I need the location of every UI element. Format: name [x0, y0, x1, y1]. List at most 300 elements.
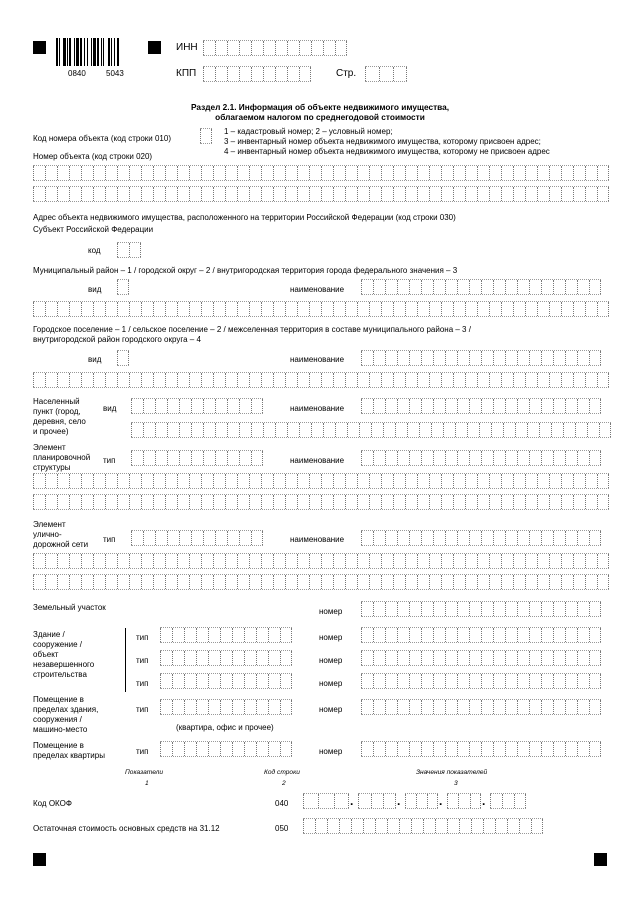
input-cell[interactable]	[261, 373, 273, 387]
input-cell[interactable]	[81, 495, 93, 509]
input-cell[interactable]	[529, 451, 541, 465]
input-cell[interactable]	[215, 67, 227, 81]
input-cell[interactable]	[172, 674, 184, 688]
input-cell[interactable]	[445, 700, 457, 714]
input-cell[interactable]	[549, 575, 561, 589]
input-cell[interactable]	[179, 399, 191, 413]
input-cell[interactable]	[361, 651, 373, 665]
input-cell[interactable]	[429, 302, 441, 316]
input-cell[interactable]	[381, 187, 393, 201]
input-cell[interactable]	[551, 423, 563, 437]
input-cell[interactable]	[81, 187, 93, 201]
input-cell[interactable]	[333, 554, 345, 568]
input-cell[interactable]	[196, 700, 208, 714]
input-cell[interactable]	[493, 280, 505, 294]
input-cell[interactable]	[263, 67, 275, 81]
input-cell[interactable]	[589, 602, 601, 616]
input-cell[interactable]	[237, 302, 249, 316]
input-cell[interactable]	[553, 399, 565, 413]
input-cell[interactable]	[405, 187, 417, 201]
input-cell[interactable]	[393, 495, 405, 509]
input-cell[interactable]	[261, 302, 273, 316]
input-cell[interactable]	[527, 423, 539, 437]
input-cell[interactable]	[239, 67, 251, 81]
input-cell[interactable]	[321, 474, 333, 488]
input-cell[interactable]	[517, 351, 529, 365]
input-cell[interactable]	[477, 474, 489, 488]
input-cell[interactable]	[141, 166, 153, 180]
input-cell[interactable]	[225, 302, 237, 316]
input-cell[interactable]	[493, 399, 505, 413]
input-cell[interactable]	[397, 280, 409, 294]
input-cell[interactable]	[589, 674, 601, 688]
input-cell[interactable]	[553, 351, 565, 365]
input-cell[interactable]	[385, 451, 397, 465]
input-cell[interactable]	[153, 474, 165, 488]
input-cell[interactable]	[445, 628, 457, 642]
input-cell[interactable]	[505, 602, 517, 616]
settlement-name-row-1[interactable]	[361, 350, 601, 366]
input-cell[interactable]	[172, 742, 184, 756]
input-cell[interactable]	[220, 700, 232, 714]
input-cell[interactable]	[256, 742, 268, 756]
input-cell[interactable]	[537, 373, 549, 387]
input-cell[interactable]	[393, 302, 405, 316]
input-cell[interactable]	[549, 495, 561, 509]
input-cell[interactable]	[397, 451, 409, 465]
input-cell[interactable]	[481, 700, 493, 714]
input-cell[interactable]	[427, 794, 438, 808]
input-cell[interactable]	[445, 651, 457, 665]
input-cell[interactable]	[323, 423, 335, 437]
input-cell[interactable]	[321, 554, 333, 568]
input-cell[interactable]	[421, 531, 433, 545]
input-cell[interactable]	[117, 302, 129, 316]
input-cell[interactable]	[585, 474, 597, 488]
input-cell[interactable]	[561, 373, 573, 387]
input-cell[interactable]	[481, 351, 493, 365]
input-cell[interactable]	[251, 41, 263, 55]
input-cell[interactable]	[429, 166, 441, 180]
input-cell[interactable]	[33, 302, 45, 316]
input-cell[interactable]	[599, 423, 611, 437]
input-cell[interactable]	[541, 451, 553, 465]
input-cell[interactable]	[453, 166, 465, 180]
input-cell[interactable]	[453, 373, 465, 387]
input-cell[interactable]	[129, 373, 141, 387]
input-cell[interactable]	[208, 628, 220, 642]
input-cell[interactable]	[333, 495, 345, 509]
input-cell[interactable]	[153, 373, 165, 387]
input-cell[interactable]	[251, 399, 263, 413]
input-cell[interactable]	[457, 531, 469, 545]
input-cell[interactable]	[261, 495, 273, 509]
input-cell[interactable]	[335, 423, 347, 437]
input-cell[interactable]	[385, 351, 397, 365]
input-cell[interactable]	[409, 700, 421, 714]
input-cell[interactable]	[553, 451, 565, 465]
input-cell[interactable]	[514, 794, 526, 808]
input-cell[interactable]	[553, 280, 565, 294]
input-cell[interactable]	[369, 474, 381, 488]
okof-field-1[interactable]	[303, 793, 349, 809]
input-cell[interactable]	[470, 794, 481, 808]
input-cell[interactable]	[287, 67, 299, 81]
input-cell[interactable]	[493, 674, 505, 688]
input-cell[interactable]	[268, 742, 280, 756]
input-cell[interactable]	[489, 495, 501, 509]
input-cell[interactable]	[429, 474, 441, 488]
input-cell[interactable]	[45, 554, 57, 568]
input-cell[interactable]	[215, 399, 227, 413]
input-cell[interactable]	[261, 166, 273, 180]
input-cell[interactable]	[273, 495, 285, 509]
input-cell[interactable]	[549, 187, 561, 201]
input-cell[interactable]	[165, 166, 177, 180]
input-cell[interactable]	[244, 628, 256, 642]
input-cell[interactable]	[69, 302, 81, 316]
input-cell[interactable]	[537, 554, 549, 568]
input-cell[interactable]	[405, 794, 416, 808]
input-cell[interactable]	[357, 373, 369, 387]
input-cell[interactable]	[177, 166, 189, 180]
input-cell[interactable]	[309, 495, 321, 509]
input-cell[interactable]	[351, 819, 363, 833]
input-cell[interactable]	[433, 531, 445, 545]
input-cell[interactable]	[69, 166, 81, 180]
input-cell[interactable]	[160, 628, 172, 642]
input-cell[interactable]	[373, 399, 385, 413]
input-cell[interactable]	[471, 819, 483, 833]
input-cell[interactable]	[200, 129, 212, 143]
input-cell[interactable]	[513, 554, 525, 568]
input-cell[interactable]	[529, 651, 541, 665]
input-cell[interactable]	[273, 373, 285, 387]
input-cell[interactable]	[57, 575, 69, 589]
input-cell[interactable]	[69, 474, 81, 488]
municipal-name-row-2[interactable]	[33, 301, 609, 317]
input-cell[interactable]	[261, 474, 273, 488]
input-cell[interactable]	[179, 531, 191, 545]
input-cell[interactable]	[299, 41, 311, 55]
input-cell[interactable]	[57, 373, 69, 387]
input-cell[interactable]	[517, 628, 529, 642]
input-cell[interactable]	[345, 166, 357, 180]
input-cell[interactable]	[541, 628, 553, 642]
subject-code-field[interactable]	[117, 242, 141, 258]
input-cell[interactable]	[285, 187, 297, 201]
input-cell[interactable]	[537, 575, 549, 589]
input-cell[interactable]	[297, 495, 309, 509]
input-cell[interactable]	[237, 373, 249, 387]
input-cell[interactable]	[297, 575, 309, 589]
input-cell[interactable]	[141, 575, 153, 589]
input-cell[interactable]	[160, 674, 172, 688]
input-cell[interactable]	[273, 474, 285, 488]
input-cell[interactable]	[513, 166, 525, 180]
input-cell[interactable]	[93, 373, 105, 387]
input-cell[interactable]	[565, 531, 577, 545]
input-cell[interactable]	[441, 474, 453, 488]
input-cell[interactable]	[457, 351, 469, 365]
input-cell[interactable]	[225, 575, 237, 589]
input-cell[interactable]	[517, 602, 529, 616]
input-cell[interactable]	[167, 399, 179, 413]
input-cell[interactable]	[573, 302, 585, 316]
input-cell[interactable]	[481, 628, 493, 642]
input-cell[interactable]	[208, 651, 220, 665]
input-cell[interactable]	[525, 474, 537, 488]
input-cell[interactable]	[445, 399, 457, 413]
input-cell[interactable]	[191, 423, 203, 437]
input-cell[interactable]	[477, 575, 489, 589]
input-cell[interactable]	[201, 166, 213, 180]
input-cell[interactable]	[561, 166, 573, 180]
input-cell[interactable]	[467, 423, 479, 437]
input-cell[interactable]	[457, 742, 469, 756]
input-cell[interactable]	[565, 651, 577, 665]
input-cell[interactable]	[529, 674, 541, 688]
input-cell[interactable]	[417, 302, 429, 316]
input-cell[interactable]	[493, 351, 505, 365]
input-cell[interactable]	[561, 302, 573, 316]
input-cell[interactable]	[577, 531, 589, 545]
input-cell[interactable]	[249, 166, 261, 180]
input-cell[interactable]	[417, 575, 429, 589]
input-cell[interactable]	[369, 187, 381, 201]
input-cell[interactable]	[573, 187, 585, 201]
input-cell[interactable]	[493, 531, 505, 545]
input-cell[interactable]	[172, 628, 184, 642]
input-cell[interactable]	[203, 423, 215, 437]
input-cell[interactable]	[481, 531, 493, 545]
input-cell[interactable]	[239, 399, 251, 413]
input-cell[interactable]	[517, 742, 529, 756]
input-cell[interactable]	[577, 700, 589, 714]
input-cell[interactable]	[177, 373, 189, 387]
input-cell[interactable]	[105, 575, 117, 589]
input-cell[interactable]	[215, 451, 227, 465]
input-cell[interactable]	[45, 302, 57, 316]
input-cell[interactable]	[184, 700, 196, 714]
land-number-field[interactable]	[361, 601, 601, 617]
input-cell[interactable]	[501, 495, 513, 509]
input-cell[interactable]	[585, 302, 597, 316]
input-cell[interactable]	[256, 700, 268, 714]
input-cell[interactable]	[565, 280, 577, 294]
input-cell[interactable]	[251, 67, 263, 81]
input-cell[interactable]	[417, 373, 429, 387]
input-cell[interactable]	[469, 351, 481, 365]
input-cell[interactable]	[333, 187, 345, 201]
input-cell[interactable]	[225, 373, 237, 387]
input-cell[interactable]	[57, 474, 69, 488]
input-cell[interactable]	[160, 651, 172, 665]
input-cell[interactable]	[249, 187, 261, 201]
input-cell[interactable]	[597, 373, 609, 387]
input-cell[interactable]	[311, 41, 323, 55]
input-cell[interactable]	[537, 166, 549, 180]
premises-number-field[interactable]	[361, 699, 601, 715]
input-cell[interactable]	[45, 166, 57, 180]
input-cell[interactable]	[280, 700, 292, 714]
input-cell[interactable]	[501, 474, 513, 488]
input-cell[interactable]	[529, 399, 541, 413]
input-cell[interactable]	[397, 651, 409, 665]
building-number-1-field[interactable]	[361, 627, 601, 643]
input-cell[interactable]	[597, 166, 609, 180]
input-cell[interactable]	[357, 554, 369, 568]
input-cell[interactable]	[417, 166, 429, 180]
input-cell[interactable]	[285, 474, 297, 488]
input-cell[interactable]	[345, 302, 357, 316]
input-cell[interactable]	[369, 575, 381, 589]
input-cell[interactable]	[419, 423, 431, 437]
input-cell[interactable]	[232, 674, 244, 688]
input-cell[interactable]	[117, 187, 129, 201]
input-cell[interactable]	[501, 554, 513, 568]
input-cell[interactable]	[445, 742, 457, 756]
settlement-kind-field[interactable]	[117, 350, 129, 366]
input-cell[interactable]	[244, 651, 256, 665]
input-cell[interactable]	[184, 674, 196, 688]
input-cell[interactable]	[358, 794, 371, 808]
input-cell[interactable]	[33, 166, 45, 180]
input-cell[interactable]	[321, 575, 333, 589]
input-cell[interactable]	[469, 602, 481, 616]
input-cell[interactable]	[565, 742, 577, 756]
input-cell[interactable]	[201, 302, 213, 316]
input-cell[interactable]	[587, 423, 599, 437]
input-cell[interactable]	[529, 602, 541, 616]
input-cell[interactable]	[553, 742, 565, 756]
input-cell[interactable]	[525, 495, 537, 509]
input-cell[interactable]	[33, 187, 45, 201]
input-cell[interactable]	[529, 742, 541, 756]
input-cell[interactable]	[565, 351, 577, 365]
input-cell[interactable]	[311, 423, 323, 437]
input-cell[interactable]	[405, 166, 417, 180]
input-cell[interactable]	[585, 166, 597, 180]
input-cell[interactable]	[525, 575, 537, 589]
input-cell[interactable]	[373, 742, 385, 756]
input-cell[interactable]	[441, 187, 453, 201]
input-cell[interactable]	[129, 302, 141, 316]
input-cell[interactable]	[309, 474, 321, 488]
input-cell[interactable]	[57, 302, 69, 316]
input-cell[interactable]	[232, 742, 244, 756]
input-cell[interactable]	[208, 742, 220, 756]
input-cell[interactable]	[597, 187, 609, 201]
input-cell[interactable]	[191, 531, 203, 545]
input-cell[interactable]	[577, 399, 589, 413]
input-cell[interactable]	[213, 495, 225, 509]
input-cell[interactable]	[357, 495, 369, 509]
input-cell[interactable]	[213, 166, 225, 180]
okof-field-5[interactable]	[490, 793, 526, 809]
input-cell[interactable]	[201, 495, 213, 509]
input-cell[interactable]	[69, 554, 81, 568]
input-cell[interactable]	[57, 166, 69, 180]
input-cell[interactable]	[201, 373, 213, 387]
input-cell[interactable]	[365, 67, 379, 81]
input-cell[interactable]	[155, 531, 167, 545]
input-cell[interactable]	[469, 674, 481, 688]
input-cell[interactable]	[505, 674, 517, 688]
input-cell[interactable]	[489, 575, 501, 589]
input-cell[interactable]	[393, 474, 405, 488]
input-cell[interactable]	[215, 423, 227, 437]
input-cell[interactable]	[105, 166, 117, 180]
input-cell[interactable]	[493, 700, 505, 714]
input-cell[interactable]	[409, 399, 421, 413]
input-cell[interactable]	[383, 423, 395, 437]
input-cell[interactable]	[585, 373, 597, 387]
input-cell[interactable]	[345, 554, 357, 568]
input-cell[interactable]	[237, 474, 249, 488]
input-cell[interactable]	[303, 794, 318, 808]
input-cell[interactable]	[327, 819, 339, 833]
input-cell[interactable]	[385, 602, 397, 616]
input-cell[interactable]	[481, 742, 493, 756]
input-cell[interactable]	[397, 602, 409, 616]
input-cell[interactable]	[493, 602, 505, 616]
input-cell[interactable]	[33, 554, 45, 568]
input-cell[interactable]	[589, 351, 601, 365]
input-cell[interactable]	[597, 495, 609, 509]
input-cell[interactable]	[318, 794, 333, 808]
input-cell[interactable]	[143, 531, 155, 545]
input-cell[interactable]	[513, 495, 525, 509]
residual-field[interactable]	[303, 818, 543, 834]
input-cell[interactable]	[429, 575, 441, 589]
input-cell[interactable]	[589, 742, 601, 756]
input-cell[interactable]	[93, 554, 105, 568]
input-cell[interactable]	[232, 651, 244, 665]
input-cell[interactable]	[465, 187, 477, 201]
input-cell[interactable]	[165, 495, 177, 509]
input-cell[interactable]	[577, 628, 589, 642]
input-cell[interactable]	[213, 474, 225, 488]
input-cell[interactable]	[297, 302, 309, 316]
input-cell[interactable]	[441, 166, 453, 180]
input-cell[interactable]	[441, 575, 453, 589]
input-cell[interactable]	[477, 373, 489, 387]
input-cell[interactable]	[445, 674, 457, 688]
input-cell[interactable]	[213, 187, 225, 201]
input-cell[interactable]	[345, 575, 357, 589]
input-cell[interactable]	[453, 474, 465, 488]
input-cell[interactable]	[165, 474, 177, 488]
input-cell[interactable]	[539, 423, 551, 437]
input-cell[interactable]	[131, 423, 143, 437]
input-cell[interactable]	[232, 628, 244, 642]
input-cell[interactable]	[81, 554, 93, 568]
object-number-row-1[interactable]	[33, 165, 609, 181]
input-cell[interactable]	[143, 399, 155, 413]
input-cell[interactable]	[529, 351, 541, 365]
input-cell[interactable]	[189, 554, 201, 568]
input-cell[interactable]	[589, 651, 601, 665]
input-cell[interactable]	[153, 302, 165, 316]
input-cell[interactable]	[165, 373, 177, 387]
input-cell[interactable]	[513, 575, 525, 589]
input-cell[interactable]	[405, 554, 417, 568]
input-cell[interactable]	[541, 351, 553, 365]
input-cell[interactable]	[399, 819, 411, 833]
input-cell[interactable]	[381, 373, 393, 387]
input-cell[interactable]	[285, 495, 297, 509]
